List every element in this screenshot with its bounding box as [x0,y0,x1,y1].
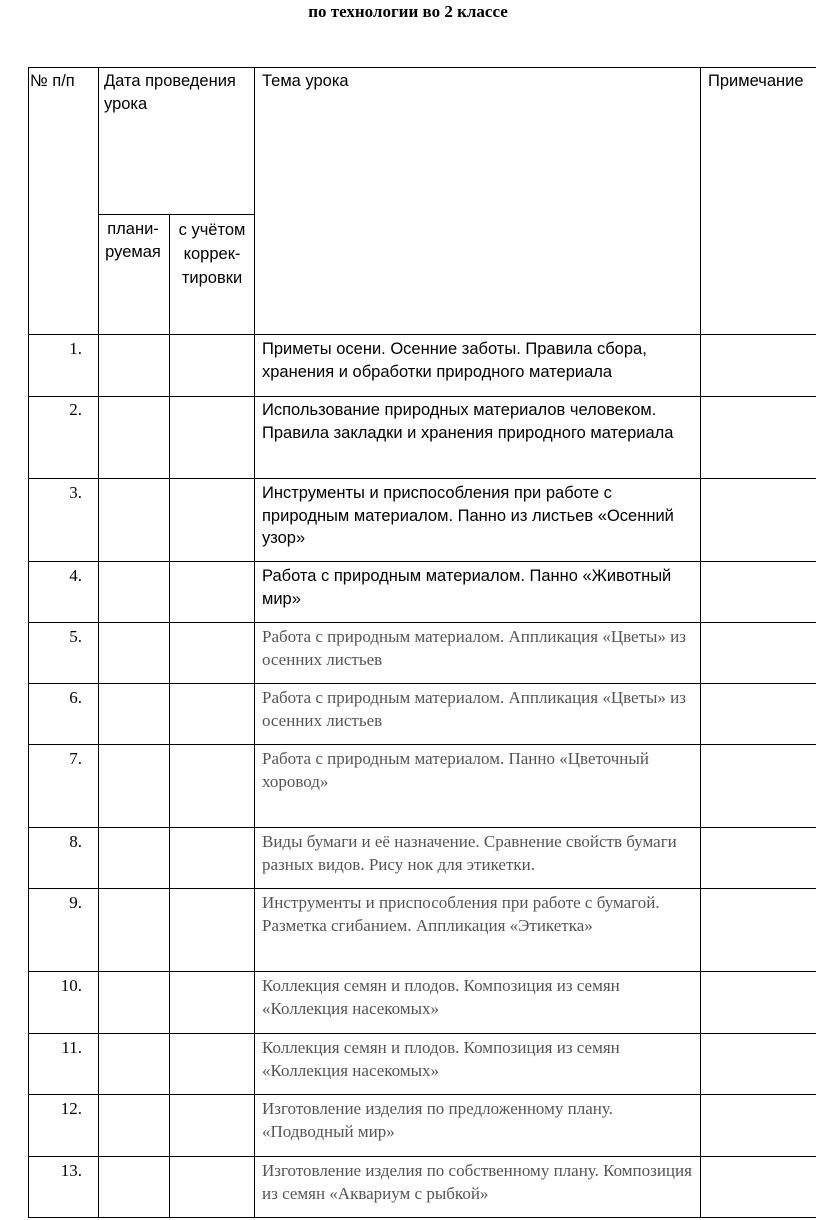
document-title: по технологии во 2 классе [308,2,508,21]
row-topic: Приметы осени. Осенние заботы. Правила сбора, хранения и обработки природного материала [262,340,647,381]
row-topic: Виды бумаги и её назначение. Сравнение свойств бумаги разных видов. Рису нок для этикетки. [262,832,677,874]
row-number: 4. [69,566,82,585]
row-number: 8. [69,832,82,851]
row-topic: Работа с природным материалом. Аппликация «Цветы» из осенних листьев [262,688,686,730]
row-topic: Изготовление изделия по собственному плану. Композиция из семян «Аквариум с рыбкой» [262,1161,692,1203]
row-topic: Работа с природным материалом. Аппликация «Цветы» из осенних листьев [262,627,686,669]
row-topic: Использование природных материалов человеком. Правила закладки и хранения природного материала [262,401,674,442]
header-date-planned: плани-руемая [105,220,161,261]
row-number: 2. [69,400,82,419]
row-number: 10. [60,976,82,995]
header-note: Примечание [708,72,804,90]
row-number: 6. [69,688,82,707]
header-topic: Тема урока [262,72,349,90]
row-number: 9. [69,893,82,912]
row-topic: Изготовление изделия по предложенному плану. «Подводный мир» [262,1099,613,1141]
row-number: 11. [61,1038,82,1057]
header-num: № п/п [30,72,75,90]
row-topic: Коллекция семян и плодов. Композиция из семян «Коллекция насекомых» [262,976,620,1018]
row-number: 3. [69,483,82,502]
row-number: 1. [69,339,82,358]
header-date-corrected: с учётом коррек-тировки [178,221,246,287]
row-number: 13. [60,1161,82,1180]
row-number: 12. [60,1099,82,1118]
row-number: 7. [69,749,82,768]
row-topic: Инструменты и приспособления при работе с природным материалом. Панно из листьев «Осенний узор» [262,484,674,547]
row-topic: Работа с природным материалом. Панно «Животный мир» [262,567,672,608]
row-topic: Коллекция семян и плодов. Композиция из семян «Коллекция насекомых» [262,1038,620,1080]
row-topic: Инструменты и приспособления при работе с бумагой. Разметка сгибанием. Аппликация «Этикетка» [262,893,660,935]
header-date: Дата проведения урока [104,72,236,113]
row-topic: Работа с природным материалом. Панно «Цветочный хоровод» [262,749,649,791]
row-number: 5. [69,627,82,646]
